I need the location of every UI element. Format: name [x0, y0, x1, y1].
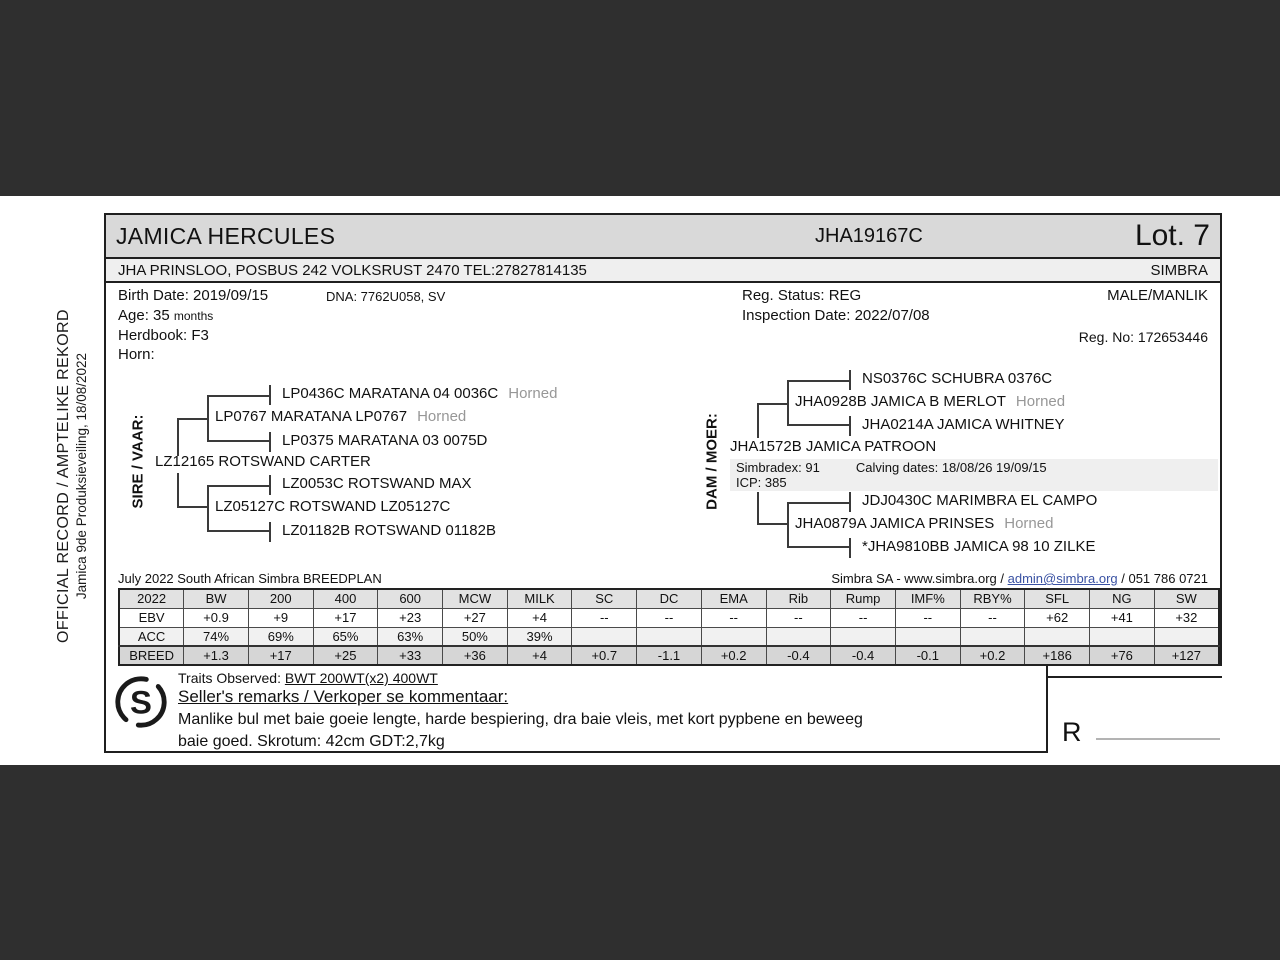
breedplan-col-header: 2022 [119, 589, 184, 608]
price-zone [1048, 676, 1222, 753]
pedigree-connector [177, 418, 207, 456]
reg-no: Reg. No: 172653446 [1078, 329, 1208, 345]
lot-number: Lot. 7 [1134, 219, 1210, 252]
pedigree-connector [757, 403, 787, 438]
pedigree-tick [269, 432, 271, 452]
calving-dates: Calving dates: 18/08/26 19/09/15 [855, 460, 1047, 475]
breedplan-cell: +4 [507, 608, 572, 627]
pedigree-connector [757, 492, 787, 525]
pedigree-connector [207, 395, 269, 442]
horn-tag: Horned [417, 408, 467, 425]
pedigree-connector [787, 380, 849, 426]
sire-grandsire-maternal: LZ0053C ROTSWAND MAX [282, 475, 472, 492]
breedplan-cell: -- [766, 608, 831, 627]
breedplan-cell: 69% [248, 627, 313, 646]
breedplan-row-acc [119, 627, 1219, 646]
viewer-top-bar [0, 0, 1280, 196]
horn-tag: Horned [1015, 393, 1066, 410]
record-body [104, 283, 1222, 666]
breedplan-cell: -- [572, 608, 637, 627]
logo-letter: S [130, 683, 152, 721]
breedplan-cell: -1.1 [637, 646, 702, 665]
horn-tag: Horned [1004, 515, 1054, 532]
simbra-s-logo [112, 671, 170, 733]
pedigree-name: JHA0928B JAMICA B MERLOT [795, 393, 1006, 410]
pedigree-connector [177, 473, 207, 508]
breedplan-cell: +41 [1090, 608, 1155, 627]
breedplan-col-header: Rump [831, 589, 896, 608]
breedplan-cell: -0.4 [766, 646, 831, 665]
birth-date: Birth Date: 2019/09/15 [118, 287, 269, 304]
animal-id: JHA19167C [815, 224, 923, 247]
breedplan-cell: +33 [378, 646, 443, 665]
breedplan-source [831, 571, 1208, 586]
pedigree-tick [849, 538, 851, 558]
breedplan-col-header: SC [572, 589, 637, 608]
breedplan-cell [766, 627, 831, 646]
breedplan-cell: +0.9 [184, 608, 249, 627]
breedplan-cell: 50% [443, 627, 508, 646]
breedplan-col-header: IMF% [895, 589, 960, 608]
age-unit: months [173, 309, 214, 323]
pedigree-tick [269, 385, 271, 405]
breedplan-col-header: 200 [248, 589, 313, 608]
breedplan-row-breed [119, 646, 1219, 665]
breedplan-col-header: MILK [507, 589, 572, 608]
sire-granddam-paternal: LP0375 MARATANA 03 0075D [282, 432, 488, 449]
breedplan-col-header: SW [1154, 589, 1219, 608]
dam-grandsire-maternal: JDJ0430C MARIMBRA EL CAMPO [862, 492, 1098, 509]
breedplan-cell: -- [960, 608, 1025, 627]
currency-symbol: R [1062, 717, 1082, 747]
age [118, 307, 213, 324]
sire-name: LZ12165 ROTSWAND CARTER [155, 453, 371, 470]
horn-tag: Horned [508, 385, 558, 402]
footer-row [104, 666, 1222, 753]
breedplan-cell: -0.1 [895, 646, 960, 665]
breedplan-col-header: MCW [443, 589, 508, 608]
pedigree-name: LP0767 MARATANA LP0767 [215, 408, 408, 425]
owner-contact: JHA PRINSLOO, POSBUS 242 VOLKSRUST 2470 TEL:27827814135 [118, 261, 587, 279]
sire-granddam-maternal: LZ01182B ROTSWAND 01182B [282, 522, 496, 539]
breedplan-cell: +186 [1025, 646, 1090, 665]
breedplan-row-label: ACC [119, 627, 184, 646]
traits-label: Traits Observed: [178, 670, 285, 686]
icp: ICP: 385 [736, 475, 787, 490]
dam-granddam-maternal: *JHA9810BB JAMICA 98 10 ZILKE [862, 538, 1096, 555]
breedplan-cell: -- [895, 608, 960, 627]
pedigree-tick [269, 522, 271, 542]
breedplan-cell: 63% [378, 627, 443, 646]
breedplan-row-label: BREED [119, 646, 184, 665]
breedplan-cell: +23 [378, 608, 443, 627]
breedplan-col-header: SFL [1025, 589, 1090, 608]
remarks-line: baie goed. Skrotum: 42cm GDT:2,7kg [178, 733, 445, 750]
breedplan-cell: +1.3 [184, 646, 249, 665]
breedplan-table [118, 588, 1220, 666]
breedplan-cell: -- [637, 608, 702, 627]
breedplan-cell: -0.4 [831, 646, 896, 665]
catalog-record [104, 213, 1222, 753]
breedplan-cell [960, 627, 1025, 646]
price-blank-line [1096, 738, 1220, 740]
breedplan-cell: +17 [313, 608, 378, 627]
breedplan-cell: +9 [248, 608, 313, 627]
herdbook: Herdbook: F3 [118, 327, 209, 344]
breedplan-cell [1090, 627, 1155, 646]
breedplan-row-ebv [119, 608, 1219, 627]
pedigree-connector [787, 502, 849, 548]
breedplan-col-header: Rib [766, 589, 831, 608]
simbradex: Simbradex: 91 [736, 460, 820, 475]
seller-remarks-box [104, 666, 1048, 753]
breedplan-cell: 74% [184, 627, 249, 646]
breedplan-col-header: 400 [313, 589, 378, 608]
breedplan-cell [831, 627, 896, 646]
sire-grandsire-paternal [282, 385, 557, 402]
owner-band [104, 259, 1222, 283]
breedplan-cell: 65% [313, 627, 378, 646]
breedplan-cell: +0.2 [960, 646, 1025, 665]
pedigree-connector [207, 485, 269, 532]
age-value: Age: 35 [118, 307, 170, 324]
sex-label: MALE/MANLIK [1107, 287, 1208, 304]
breedplan-cell: +0.7 [572, 646, 637, 665]
sale-event-label: Jamica 9de Produksieveiling, 18/08/2022 [74, 352, 89, 600]
breedplan-cell [701, 627, 766, 646]
breedplan-cell [895, 627, 960, 646]
breedplan-cell: +4 [507, 646, 572, 665]
sire-tree-label: SIRE / VAAR: [129, 414, 147, 509]
breedplan-cell [572, 627, 637, 646]
title-band [104, 213, 1222, 259]
dam-name: JHA1572B JAMICA PATROON [730, 438, 937, 455]
breedplan-col-header: NG [1090, 589, 1155, 608]
breedplan-cell: -- [701, 608, 766, 627]
remarks-heading: Seller's remarks / Verkoper se kommentaar: [178, 687, 509, 706]
breedplan-cell: +25 [313, 646, 378, 665]
breed-name: SIMBRA [1150, 261, 1208, 279]
breedplan-cell [1025, 627, 1090, 646]
breedplan-cell [637, 627, 702, 646]
source-suffix: / 051 786 0721 [1117, 571, 1208, 586]
reg-status: Reg. Status: REG [742, 287, 862, 304]
pedigree-name: JHA0879A JAMICA PRINSES [795, 515, 995, 532]
dam-grandsire-paternal: NS0376C SCHUBRA 0376C [862, 370, 1053, 387]
breedplan-col-header: 600 [378, 589, 443, 608]
animal-name: JAMICA HERCULES [116, 222, 336, 249]
breedplan-cell: 39% [507, 627, 572, 646]
breedplan-cell: +127 [1154, 646, 1219, 665]
breedplan-cell: +62 [1025, 608, 1090, 627]
breedplan-cell: +0.2 [701, 646, 766, 665]
dam-stats-band [730, 459, 1218, 491]
remarks-line: Manlike bul met baie goeie lengte, harde bespiering, dra baie vleis, met kort pypbene en beweeg [178, 711, 863, 728]
breedplan-cell: +36 [443, 646, 508, 665]
breedplan-caption: July 2022 South African Simbra BREEDPLAN [118, 571, 382, 586]
pedigree-tick [849, 370, 851, 390]
traits-value: BWT 200WT(x2) 400WT [284, 670, 438, 686]
breedplan-cell: +76 [1090, 646, 1155, 665]
dam-granddam-paternal: JHA0214A JAMICA WHITNEY [862, 416, 1065, 433]
dam-tree-label: DAM / MOER: [703, 413, 721, 510]
horn-status: Horn: [118, 346, 155, 363]
traits-observed [178, 670, 438, 686]
side-vertical-label [54, 276, 98, 676]
pedigree-tick [849, 416, 851, 436]
breedplan-row-label: EBV [119, 608, 184, 627]
viewer-bottom-bar [0, 765, 1280, 960]
breedplan-cell: +32 [1154, 608, 1219, 627]
breedplan-cell: -- [831, 608, 896, 627]
breedplan-col-header: EMA [701, 589, 766, 608]
dna-info: DNA: 7762U058, SV [326, 289, 446, 304]
source-prefix: Simbra SA - www.simbra.org / [831, 571, 1008, 586]
breedplan-cell: +27 [443, 608, 508, 627]
admin-email-link[interactable]: admin@simbra.org [1007, 571, 1118, 586]
breedplan-col-header: DC [637, 589, 702, 608]
breedplan-cell: +17 [248, 646, 313, 665]
pedigree-tick [269, 475, 271, 495]
breedplan-col-header: BW [184, 589, 249, 608]
pedigree-tick [849, 492, 851, 512]
inspection-date: Inspection Date: 2022/07/08 [742, 307, 930, 324]
official-record-label: OFFICIAL RECORD / AMPTELIKE REKORD [55, 309, 72, 643]
pedigree-name: LP0436C MARATANA 04 0036C [282, 385, 499, 402]
breedplan-col-header: RBY% [960, 589, 1025, 608]
breedplan-cell [1154, 627, 1219, 646]
sire-dam: LZ05127C ROTSWAND LZ05127C [215, 498, 451, 515]
